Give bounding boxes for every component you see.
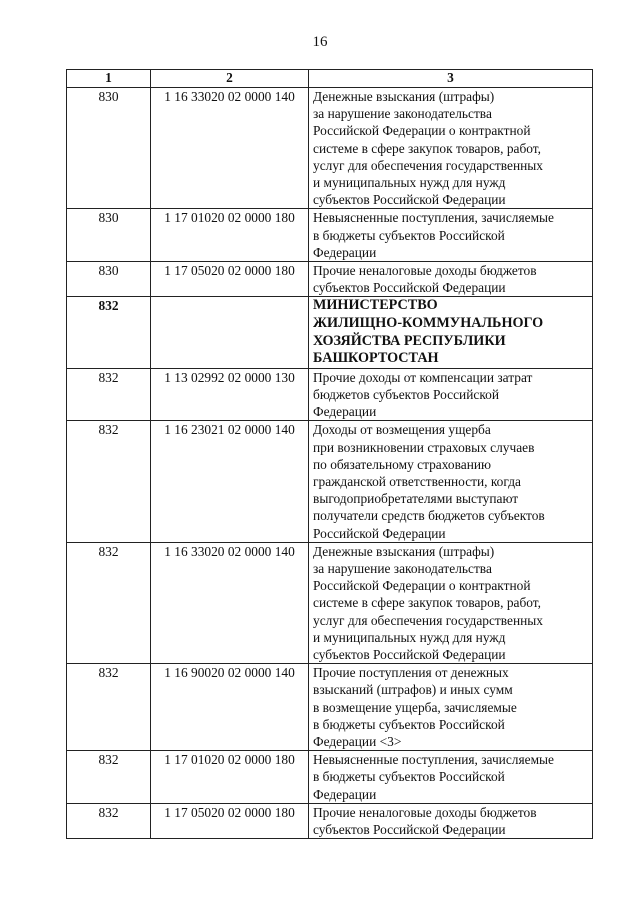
income-name-line: Федерации (313, 404, 377, 420)
income-name-line: Федерации <3> (313, 734, 402, 750)
income-name-line: Денежные взыскания (штрафы) (313, 543, 495, 559)
table-body (67, 88, 593, 839)
admin-code-cell: 832 (67, 664, 151, 751)
income-name-line: системе в сфере закупок товаров, работ, (313, 595, 541, 611)
income-codes-table (66, 69, 593, 839)
income-code-cell (151, 297, 309, 368)
income-name-line: Федерации (313, 244, 377, 260)
income-name-line: за нарушение законодательства (313, 106, 492, 122)
income-name-cell (309, 368, 593, 421)
admin-code-cell: 832 (67, 751, 151, 804)
income-code-cell: 1 17 01020 02 0000 180 (151, 751, 309, 804)
income-code-cell: 1 16 33020 02 0000 140 (151, 88, 309, 209)
income-name-line: услуг для обеспечения государственных (313, 612, 543, 628)
income-code-cell: 1 16 33020 02 0000 140 (151, 542, 309, 663)
table-row (67, 664, 593, 751)
income-name-line: Прочие неналоговые доходы бюджетов (313, 804, 537, 820)
income-code-cell: 1 17 05020 02 0000 180 (151, 803, 309, 838)
income-name-cell (309, 664, 593, 751)
income-name-line: Прочие поступления от денежных (313, 665, 509, 681)
income-name-line: в возмещение ущерба, зачисляемые (313, 699, 517, 715)
table-row (67, 542, 593, 663)
column-header-3: 3 (309, 70, 593, 88)
income-name-line: выгодоприобретателями выступают (313, 491, 519, 507)
income-name-line: взысканий (штрафов) и иных сумм (313, 682, 513, 698)
table-row (67, 209, 593, 262)
column-header-2: 2 (151, 70, 309, 88)
table-header-row (67, 70, 593, 88)
admin-code-cell: 832 (67, 421, 151, 542)
income-code-cell: 1 17 05020 02 0000 180 (151, 262, 309, 297)
table-row (67, 368, 593, 421)
income-name-line: за нарушение законодательства (313, 561, 492, 577)
table-row (67, 262, 593, 297)
income-name-cell (309, 88, 593, 209)
income-name-line: Российской Федерации о контрактной (313, 578, 531, 594)
table-row (67, 803, 593, 838)
income-name-cell (309, 421, 593, 542)
page-number: 16 (312, 34, 328, 50)
income-name-line: ЖИЛИЩНО-КОММУНАЛЬНОГО (313, 315, 544, 332)
income-name-line: в бюджеты субъектов Российской (313, 716, 505, 732)
income-name-cell (309, 803, 593, 838)
admin-code-cell: 830 (67, 88, 151, 209)
income-name-line: МИНИСТЕРСТВО (313, 297, 438, 314)
income-code-cell: 1 13 02992 02 0000 130 (151, 368, 309, 421)
income-name-line: Федерации (313, 786, 377, 802)
income-name-line: субъектов Российской Федерации (313, 192, 506, 208)
table-row (67, 421, 593, 542)
admin-code-cell: 832 (67, 297, 151, 368)
income-name-line: субъектов Российской Федерации (313, 822, 506, 838)
income-code-cell: 1 16 23021 02 0000 140 (151, 421, 309, 542)
income-name-line: системе в сфере закупок товаров, работ, (313, 140, 541, 156)
income-name-line: субъектов Российской Федерации (313, 647, 506, 663)
table-row-ministry (67, 297, 593, 368)
income-name-line: субъектов Российской Федерации (313, 280, 506, 296)
income-name-line: Прочие доходы от компенсации затрат (313, 369, 533, 385)
income-name-cell (309, 209, 593, 262)
income-name-line: Доходы от возмещения ущерба (313, 422, 491, 438)
income-name-line: и муниципальных нужд для нужд (313, 175, 506, 191)
admin-code-cell: 832 (67, 803, 151, 838)
table-row (67, 88, 593, 209)
income-name-line: в бюджеты субъектов Российской (313, 227, 505, 243)
income-name-line: по обязательному страхованию (313, 456, 492, 472)
admin-code-cell: 830 (67, 262, 151, 297)
income-name-line: и муниципальных нужд для нужд (313, 629, 506, 645)
income-name-line: услуг для обеспечения государственных (313, 157, 543, 173)
admin-code-cell: 832 (67, 368, 151, 421)
income-name-cell (309, 297, 593, 368)
income-name-line: получатели средств бюджетов субъектов (313, 508, 545, 524)
admin-code-cell: 830 (67, 209, 151, 262)
table-row (67, 751, 593, 804)
income-name-line: БАШКОРТОСТАН (313, 350, 439, 367)
admin-code-cell: 832 (67, 542, 151, 663)
income-name-line: Прочие неналоговые доходы бюджетов (313, 263, 537, 279)
income-code-cell: 1 16 90020 02 0000 140 (151, 664, 309, 751)
income-name-line: Российской Федерации (313, 525, 446, 541)
income-name-cell (309, 751, 593, 804)
income-name-line: Денежные взыскания (штрафы) (313, 89, 495, 104)
income-name-line: гражданской ответственности, когда (313, 474, 521, 490)
income-code-cell: 1 17 01020 02 0000 180 (151, 209, 309, 262)
income-name-cell (309, 542, 593, 663)
column-header-1: 1 (67, 70, 151, 88)
income-name-line: при возникновении страховых случаев (313, 439, 535, 455)
income-name-line: Невыясненные поступления, зачисляемые (313, 752, 554, 768)
income-name-line: Невыясненные поступления, зачисляемые (313, 210, 554, 226)
income-name-line: ХОЗЯЙСТВА РЕСПУБЛИКИ (313, 332, 506, 349)
income-name-line: Российской Федерации о контрактной (313, 123, 531, 139)
income-name-line: бюджетов субъектов Российской (313, 387, 500, 403)
income-name-line: в бюджеты субъектов Российской (313, 769, 505, 785)
income-name-cell (309, 262, 593, 297)
